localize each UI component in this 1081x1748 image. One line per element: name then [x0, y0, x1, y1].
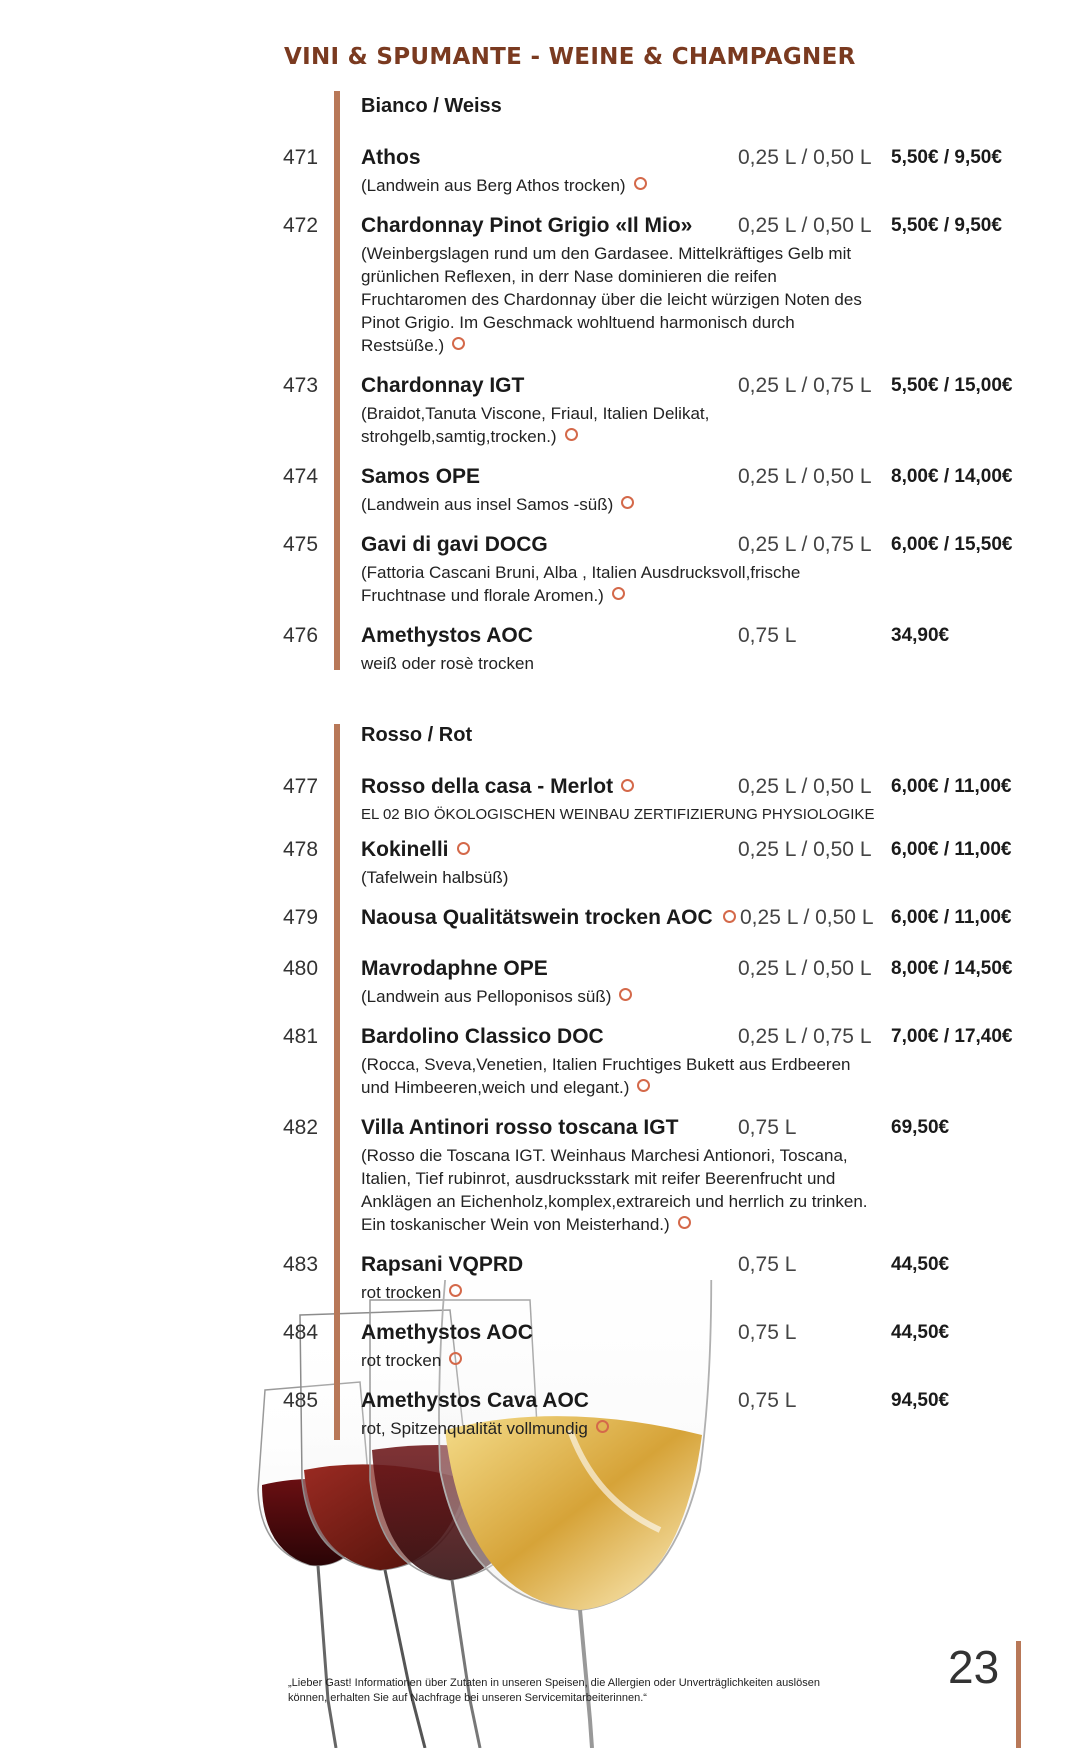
- section-bar-white: [334, 91, 340, 670]
- item-volume: 0,25 L / 0,50 L: [738, 838, 872, 861]
- circle-icon: [619, 988, 632, 1001]
- item-name: Bardolino Classico DOC: [361, 1025, 604, 1048]
- item-description: (Landwein aus Pelloponisos süß): [361, 985, 881, 1008]
- item-number: 482: [283, 1116, 319, 1139]
- circle-icon: [621, 496, 634, 509]
- item-description: (Braidot,Tanuta Viscone, Friaul, Italien Delikat, strohgelb,samtig,trocken.): [361, 404, 710, 446]
- item-name: Amethystos Cava AOC: [361, 1389, 589, 1412]
- item-description: (Rosso die Toscana IGT. Weinhaus Marchesi Antionori, Toscana, Italien, Tief rubinrot, ausdrucksstark mit reifer Beerenfrucht und Anklägen an Eichenholz,komplex,extrareich und herrlich zu trinken. Ein toskanischer Wein von Meisterhand.): [361, 1146, 868, 1234]
- page-title: VINI & SPUMANTE - WEINE & CHAMPAGNER: [284, 44, 856, 70]
- section-title-red: Rosso / Rot: [361, 724, 473, 746]
- item-description: EL 02 BIO ÖKOLOGISCHEN WEINBAU ZERTIFIZIERUNG PHYSIOLOGIKE: [361, 806, 875, 823]
- item-description: (Landwein aus Berg Athos trocken): [361, 174, 881, 197]
- item-number: 475: [283, 533, 319, 556]
- circle-icon: [634, 177, 647, 190]
- item-description: rot trocken: [361, 1349, 881, 1372]
- circle-icon: [612, 587, 625, 600]
- item-volume: 0,25 L / 0,50 L: [738, 957, 872, 980]
- item-volume: 0,75 L: [738, 1253, 797, 1276]
- item-number: 478: [283, 838, 319, 861]
- item-price: 8,00€ / 14,00€: [891, 466, 1013, 487]
- item-number: 476: [283, 624, 319, 647]
- item-price: 7,00€ / 17,40€: [891, 1026, 1013, 1047]
- item-price: 94,50€: [891, 1390, 950, 1411]
- item-price: 6,00€ / 11,00€: [891, 907, 1012, 928]
- item-volume: 0,25 L / 0,50 L: [738, 465, 872, 488]
- circle-icon: [449, 1284, 462, 1297]
- section-bar-red: [334, 724, 340, 1440]
- item-price: 5,50€ / 15,00€: [891, 375, 1013, 396]
- item-name: Rapsani VQPRD: [361, 1253, 524, 1276]
- item-price: 5,50€ / 9,50€: [891, 147, 1002, 168]
- circle-icon: [678, 1216, 691, 1229]
- item-price: 6,00€ / 11,00€: [891, 839, 1012, 860]
- item-volume: 0,75 L: [738, 1389, 797, 1412]
- circle-icon: [637, 1079, 650, 1092]
- item-number: 477: [283, 775, 319, 798]
- item-name: Rosso della casa - Merlot: [361, 775, 634, 799]
- item-number: 480: [283, 957, 319, 980]
- item-price: 44,50€: [891, 1322, 950, 1343]
- item-description: (Tafelwein halbsüß): [361, 868, 509, 887]
- item-number: 484: [283, 1321, 319, 1344]
- item-price: 5,50€ / 9,50€: [891, 215, 1002, 236]
- circle-icon: [457, 842, 470, 855]
- item-name: Amethystos AOC: [361, 624, 533, 647]
- item-name: Chardonnay Pinot Grigio «Il Mio»: [361, 214, 693, 237]
- item-description: (Weinbergslagen rund um den Gardasee. Mittelkräftiges Gelb mit grünlichen Reflexen, in derr Nase dominieren die reifen Fruchtaromen des Chardonnay über die leicht würzigen Noten des Pinot Grigio. Im Geschmack wohltuend harmonisch durch Restsüße.): [361, 244, 862, 355]
- item-price: 8,00€ / 14,50€: [891, 958, 1013, 979]
- item-volume: 0,25 L / 0,50 L: [738, 775, 872, 798]
- item-description: (Landwein aus insel Samos -süß): [361, 493, 881, 516]
- item-volume: 0,75 L: [738, 1321, 797, 1344]
- circle-icon: [565, 428, 578, 441]
- item-name: Gavi di gavi DOCG: [361, 533, 548, 556]
- item-volume: 0,25 L / 0,50 L: [740, 906, 874, 929]
- item-name: Mavrodaphne OPE: [361, 957, 548, 980]
- item-name: Amethystos AOC: [361, 1321, 533, 1344]
- item-number: 479: [283, 906, 319, 929]
- circle-icon: [621, 779, 634, 792]
- item-name: Naousa Qualitätswein trocken AOC: [361, 906, 736, 930]
- item-volume: 0,75 L: [738, 624, 797, 647]
- item-price: 69,50€: [891, 1117, 950, 1138]
- allergen-note: „Lieber Gast! Informationen über Zutaten in unseren Speisen, die Allergien oder Unverträglichkeiten auslösen können, erhalten Sie auf Nachfrage bei unseren Servicemitarbeiterinnen.“: [288, 1677, 820, 1704]
- circle-icon: [449, 1352, 462, 1365]
- item-description: weiß oder rosè trocken: [361, 654, 534, 673]
- item-number: 473: [283, 374, 319, 397]
- item-volume: 0,25 L / 0,50 L: [738, 146, 872, 169]
- page-number-bar: [1016, 1641, 1021, 1748]
- item-price: 44,50€: [891, 1254, 950, 1275]
- section-title-white: Bianco / Weiss: [361, 95, 502, 117]
- circle-icon: [596, 1420, 609, 1433]
- item-price: 6,00€ / 15,50€: [891, 534, 1013, 555]
- circle-icon: [452, 337, 465, 350]
- item-volume: 0,75 L: [738, 1116, 797, 1139]
- item-number: 483: [283, 1253, 319, 1276]
- item-price: 6,00€ / 11,00€: [891, 776, 1012, 797]
- item-name: Kokinelli: [361, 838, 470, 862]
- item-volume: 0,25 L / 0,50 L: [738, 214, 872, 237]
- item-number: 481: [283, 1025, 319, 1048]
- item-name: Samos OPE: [361, 465, 481, 488]
- item-volume: 0,25 L / 0,75 L: [738, 533, 872, 556]
- item-number: 474: [283, 465, 319, 488]
- item-description: rot, Spitzenqualität vollmundig: [361, 1417, 881, 1440]
- item-volume: 0,25 L / 0,75 L: [738, 374, 872, 397]
- item-price: 34,90€: [891, 625, 950, 646]
- item-description: (Fattoria Cascani Bruni, Alba , Italien Ausdrucksvoll,frische Fruchtnase und florale Aromen.): [361, 563, 801, 605]
- circle-icon: [723, 910, 736, 923]
- item-description: (Rocca, Sveva,Venetien, Italien Fruchtiges Bukett aus Erdbeeren und Himbeeren,weich und elegant.): [361, 1055, 851, 1097]
- item-description: rot trocken: [361, 1281, 881, 1304]
- item-name: Chardonnay IGT: [361, 374, 525, 397]
- item-number: 485: [283, 1389, 319, 1412]
- item-name: Villa Antinori rosso toscana IGT: [361, 1116, 679, 1139]
- item-number: 471: [283, 146, 319, 169]
- item-number: 472: [283, 214, 319, 237]
- item-volume: 0,25 L / 0,75 L: [738, 1025, 872, 1048]
- page-number: 23: [948, 1641, 1000, 1693]
- item-name: Athos: [361, 146, 421, 169]
